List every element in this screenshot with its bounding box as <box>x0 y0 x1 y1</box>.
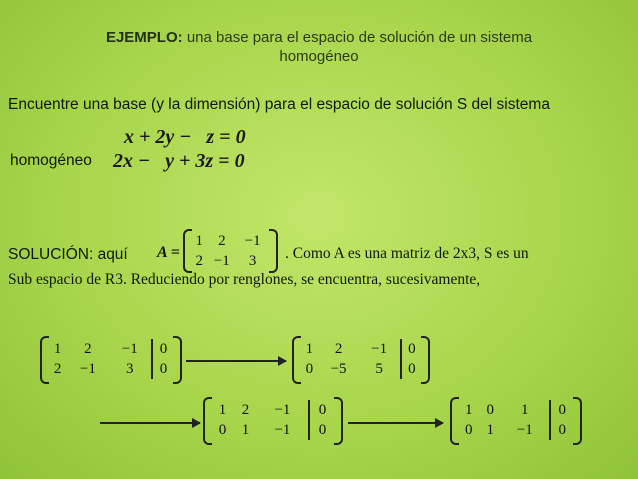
matrix-cell: 0 <box>309 400 335 420</box>
equation-1: x + 2y − z = 0 <box>124 126 246 148</box>
matrix-cell: 0 <box>401 339 422 359</box>
matrix-cell: 1 <box>53 340 62 357</box>
matrix-cell: 2 <box>218 232 226 249</box>
augmented-matrix-4 <box>450 397 582 445</box>
title-text-2: homogéneo <box>279 48 359 65</box>
matrix-cell: 0 <box>152 359 174 379</box>
solution-text: . Como A es una matriz de 2x3, S es un <box>285 245 529 262</box>
title-text: una base para el espacio de solución de un sistema <box>186 29 533 46</box>
matrix-cell: 2 <box>84 340 92 357</box>
matrix-a <box>183 229 278 273</box>
augmented-matrix-1 <box>40 336 182 384</box>
matrix-cell: 0 <box>486 401 494 418</box>
matrix-cell: −1 <box>79 360 96 377</box>
matrix-cell: 1 <box>464 401 473 418</box>
matrix-cell: 1 <box>218 401 227 418</box>
solution-text-2: Sub espacio de R3. Reduciendo por renglones, se encuentra, sucesivamente, <box>8 271 481 288</box>
arrow-icon <box>348 422 443 424</box>
title-label: EJEMPLO: <box>105 29 183 46</box>
augmented-matrix-3 <box>203 397 343 445</box>
problem-statement: Encuentre una base (y la dimensión) para el espacio de solución S del sistema <box>8 96 550 113</box>
matrix-cell: −1 <box>274 401 291 418</box>
problem-statement-cont: homogéneo <box>10 152 92 169</box>
matrix-cell: 2 <box>195 252 203 269</box>
matrix-cell: 0 <box>550 400 574 420</box>
matrix-cell: 1 <box>195 232 203 249</box>
matrix-cell: 1 <box>305 340 314 357</box>
arrow-icon <box>100 422 200 424</box>
matrix-cell: 1 <box>521 401 529 418</box>
matrix-cell: 0 <box>464 421 473 438</box>
matrix-cell: −1 <box>516 421 533 438</box>
matrix-cell: 2 <box>241 401 250 418</box>
matrix-cell: 5 <box>375 360 383 377</box>
matrix-cell: 3 <box>248 252 257 269</box>
matrix-cell: 0 <box>152 339 174 359</box>
matrix-cell: 0 <box>218 421 227 438</box>
matrix-cell: −5 <box>330 360 347 377</box>
matrix-cell: −1 <box>371 340 388 357</box>
arrow-icon <box>186 360 286 362</box>
augmented-matrix-2 <box>292 336 430 384</box>
matrix-cell: 0 <box>550 420 574 440</box>
matrix-cell: 1 <box>241 421 250 438</box>
equation-2: 2x − y + 3z = 0 <box>113 150 245 172</box>
matrix-cell: −1 <box>121 340 138 357</box>
matrix-cell: −1 <box>213 252 230 269</box>
matrix-cell: 2 <box>53 360 62 377</box>
matrix-cell: −1 <box>244 232 261 249</box>
matrix-cell: 0 <box>305 360 314 377</box>
matrix-a-label: A = <box>157 244 180 261</box>
matrix-cell: 2 <box>334 340 343 357</box>
matrix-cell: 1 <box>486 421 494 438</box>
solution-label: SOLUCIÓN: aquí <box>8 246 128 263</box>
matrix-cell: 3 <box>126 360 134 377</box>
matrix-cell: 0 <box>401 359 422 379</box>
matrix-cell: 0 <box>309 420 335 440</box>
matrix-cell: −1 <box>274 421 291 438</box>
slide-title <box>0 28 638 66</box>
